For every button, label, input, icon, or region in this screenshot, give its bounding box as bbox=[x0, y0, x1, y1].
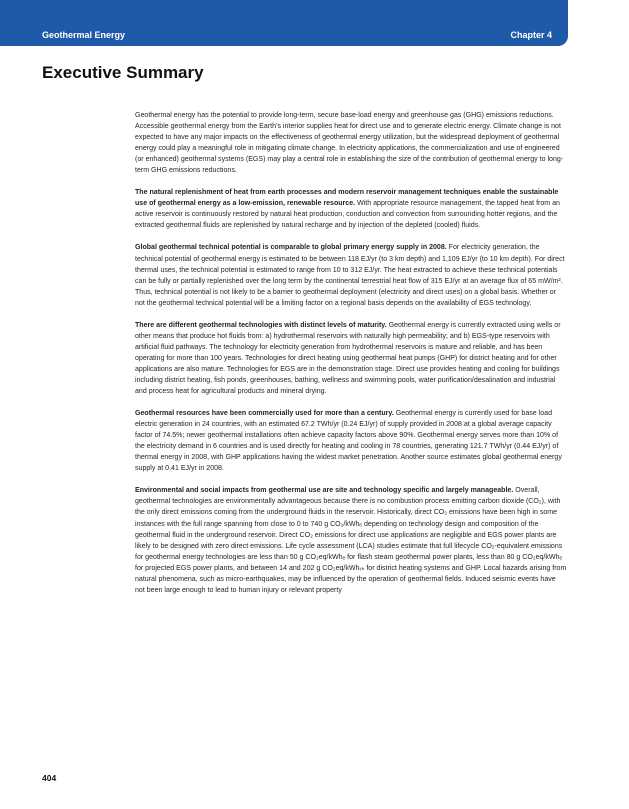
paragraph-text: For electricity generation, the technical potential of geothermal energy is estimated to be between 118 EJ/yr (to 3 km depth) and 1,109 EJ/yr (to 10 km depth). For direct thermal uses, the technical potential is estimated to range from 10 to 312 EJ/yr. The heat extracted to achieve these technical potentials can be fully or partially replenished over the long term by the continental terrestrial heat flow of 315 EJ/yr at an average flux of 65 mW/m². Thus, technical potential is not likely to be a barrier to geothermal deployment (electricity and direct uses) on a global basis. Whether or not the geothermal technical potential will be a limiting factor on a regional basis depends on the availability of EGS technology. bbox=[135, 244, 565, 307]
paragraph-intro bbox=[135, 110, 567, 176]
header-chapter-label: Chapter 4 bbox=[510, 30, 552, 40]
paragraph-lead: Geothermal resources have been commercially used for more than a century. bbox=[135, 410, 394, 418]
paragraph-lead: The natural replenishment of heat from earth processes and modern reservoir management techniques enable the sustainable use of geothermal energy as a low-emission, renewable resource. bbox=[135, 189, 559, 208]
page-title: Executive Summary bbox=[42, 63, 204, 82]
paragraph-technologies bbox=[135, 320, 567, 397]
paragraph-lead: Environmental and social impacts from geothermal use are site and technology specific and largely manageable. bbox=[135, 487, 514, 495]
paragraph-text: Geothermal energy is currently extracted using wells or other means that produce hot fluids from: a) hydrothermal reservoirs with naturally high permeability; and b) EGS-type reservoirs with artificial fluid pathways. The technology for electricity generation from hydrothermal reservoirs is mature and reliable, and has been operating for more than 100 years. Technologies for direct heating using geothermal heat pumps (GHP) for district heating and for other applications are also mature. Technologies for EGS are in the demonstration stage. Direct use provides heating and cooling for buildings including district heating, fish ponds, greenhouses, bathing, wellness and swimming pools, water purification/desalination and industrial and process heat for agricultural products and mineral drying. bbox=[135, 321, 561, 396]
paragraph-environmental-impacts bbox=[135, 485, 567, 595]
paragraph-text: With appropriate resource management, the tapped heat from an active reservoir is continuously restored by natural heat production, conduction and convection from surrounding hotter regions, and the extracted geothermal fluids are replenished by natural recharge and by injection of the depleted (cooled) fluids. bbox=[135, 200, 560, 230]
paragraph-replenishment bbox=[135, 187, 567, 231]
body-text bbox=[135, 110, 567, 607]
header-book-title: Geothermal Energy bbox=[42, 30, 126, 40]
paragraph-lead: Global geothermal technical potential is comparable to global primary energy supply in 2008. bbox=[135, 244, 447, 252]
paragraph-commercial-use bbox=[135, 408, 567, 474]
paragraph-text: Geothermal energy has the potential to provide long-term, secure base-load energy and greenhouse gas (GHG) emissions reductions. Accessible geothermal energy from the Earth’s interior supplies heat for direct use and to generate electric energy. Climate change is not expected to have any major impacts on the effectiveness of geothermal energy utilization, but the widespread deployment of geothermal energy could play a meaningful role in mitigating climate change. In electricity applications, the commercialization and use of engineered (or enhanced) geothermal systems (EGS) may play a central role in establishing the size of the contribution of geothermal energy to long-term GHG emissions reductions. bbox=[135, 112, 564, 175]
paragraph-text: Geothermal energy is currently used for base load electric generation in 24 countries, with an estimated 67.2 TWh/yr (0.24 EJ/yr) of supply provided in 2008 at a global average capacity factor of 74.5%; newer geothermal installations often achieve capacity factors above 90%. Geothermal energy serves more than 10% of the electricity demand in 6 countries and is used directly for heating and cooling in 78 countries, generating 121.7 TWh/yr (0.44 EJ/yr) of thermal energy in 2008, with GHP applications having the widest market penetration. Another source estimates global geothermal energy supply at 0.41 EJ/yr in 2008. bbox=[135, 410, 562, 473]
page-number: 404 bbox=[42, 773, 57, 783]
header-bar bbox=[0, 0, 568, 46]
paragraph-lead: There are different geothermal technologies with distinct levels of maturity. bbox=[135, 321, 387, 329]
paragraph-text: Overall, geothermal technologies are environmentally advantageous because there is no combustion process emitting carbon dioxide (CO₂), with the only direct emissions coming from the underground fluids in the reservoir. Historically, direct CO₂ emissions have been high in some instances with the full range spanning from close to 0 to 740 g CO₂/kWhₑ depending on technology design and composition of the geothermal fluid in the underground reservoir. Direct CO₂ emissions for direct use applications are negligible and EGS power plants are likely to be designed with zero direct emissions. Life cycle assessment (LCA) studies estimate that full lifecycle CO₂-equivalent emissions for geothermal energy technologies are less than 50 g CO₂eq/kWhₑ for flash steam geothermal power plants, less than 80 g CO₂eq/kWhₑ for projected EGS power plants, and between 14 and 202 g CO₂eq/kWhₜₕ for district heating systems and GHP. Local hazards arising from natural phenomena, such as micro-earthquakes, may be influenced by the operation of geothermal fields. Induced seismic events have not been large enough to lead to human injury or relevant property bbox=[135, 487, 567, 594]
paragraph-technical-potential bbox=[135, 242, 567, 308]
